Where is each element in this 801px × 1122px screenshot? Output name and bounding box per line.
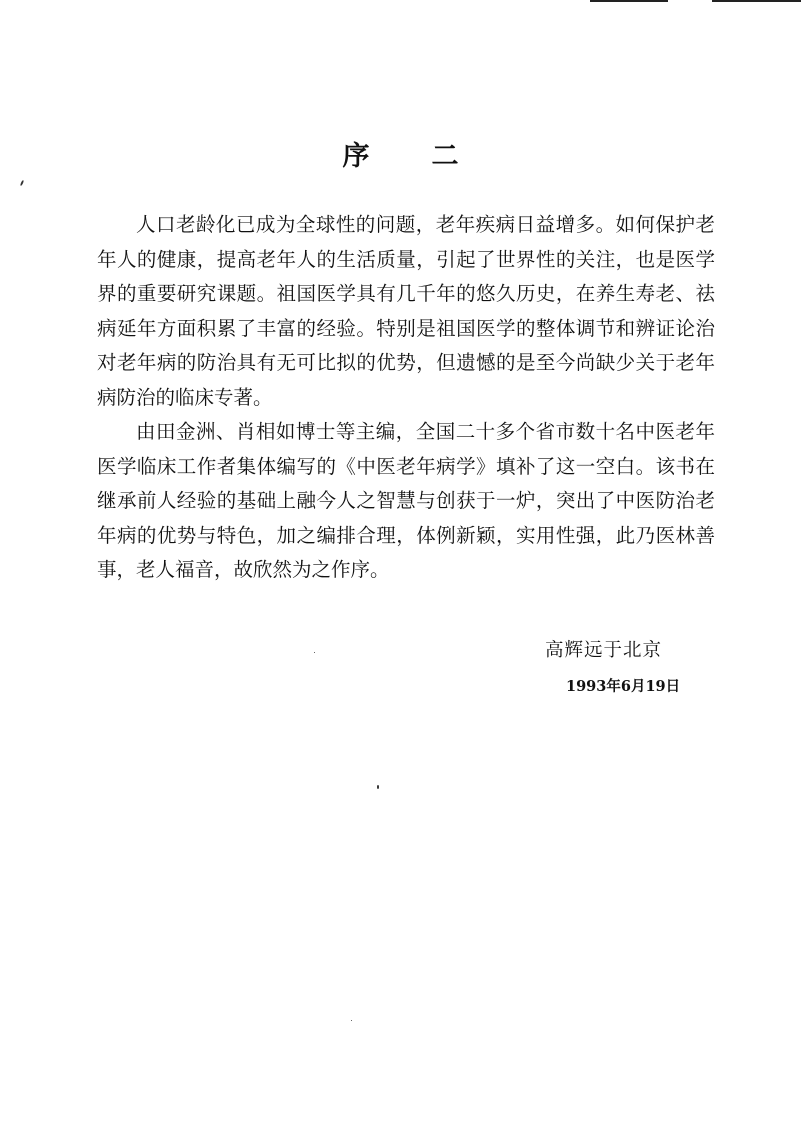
- scan-speck: [377, 785, 379, 789]
- top-rule-right: [712, 0, 801, 2]
- paragraph-1: 人口老龄化已成为全球性的问题，老年疾病日益增多。如何保护老年人的健康，提高老年人的生活质量，引起了世界性的关注，也是医学界的重要研究课题。祖国医学具有几千年的悠久历史，在养生寿老、祛病延年方面积累了丰富的经验。特别是祖国医学的整体调节和辨证论治对老年病的防治具有无可比拟的优势，但遗憾的是至今尚缺少关于老年病防治的临床专著。: [97, 213, 715, 409]
- author-signature: 高辉远于北京: [545, 640, 663, 661]
- top-rule-left: [590, 0, 668, 2]
- scan-speck: [314, 652, 315, 653]
- signature-date: 1993年6月19日: [566, 678, 681, 695]
- paragraph-2: 由田金洲、肖相如博士等主编，全国二十多个省市数十名中医老年医学临床工作者集体编写的《中医老年病学》填补了这一空白。该书在继承前人经验的基础上融今人之智慧与创获于一炉，突出了中医防治老年病的优势与特色，加之编排合理，体例新颖，实用性强，此乃医林善事，老人福音，故欣然为之作序。: [97, 420, 715, 581]
- page-title: 序二: [342, 141, 521, 172]
- scan-speck: [20, 180, 24, 186]
- preface-body: [97, 208, 715, 588]
- scan-speck: [351, 1020, 352, 1021]
